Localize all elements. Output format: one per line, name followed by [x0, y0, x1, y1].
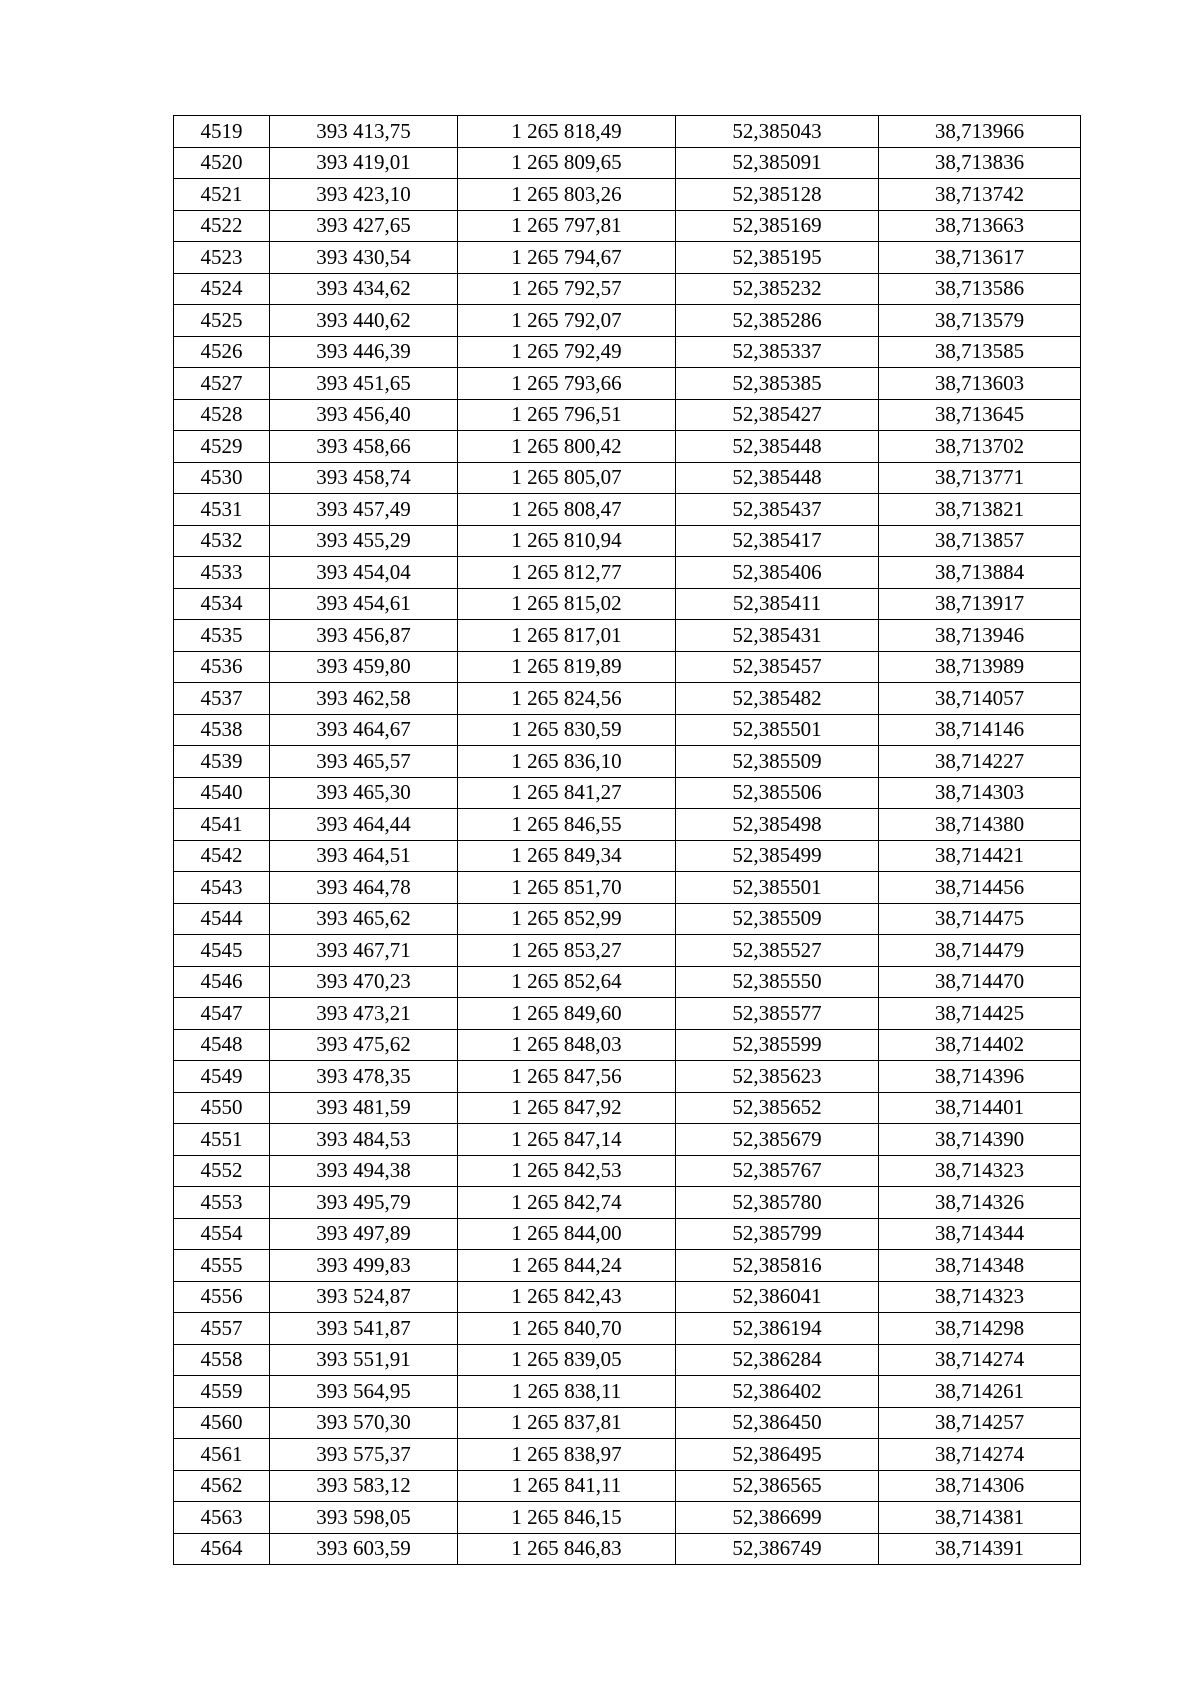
longitude-cell: 38,713663 [879, 210, 1081, 242]
x-coordinate-cell: 393 494,38 [270, 1155, 458, 1187]
longitude-cell: 38,713946 [879, 620, 1081, 652]
table-row [174, 1439, 1081, 1471]
latitude-cell: 52,385498 [676, 809, 879, 841]
table-row [174, 336, 1081, 368]
table-row [174, 777, 1081, 809]
latitude-cell: 52,385417 [676, 525, 879, 557]
latitude-cell: 52,385599 [676, 1029, 879, 1061]
y-coordinate-cell: 1 265 839,05 [458, 1344, 676, 1376]
latitude-cell: 52,385406 [676, 557, 879, 589]
x-coordinate-cell: 393 583,12 [270, 1470, 458, 1502]
point-number-cell: 4532 [174, 525, 270, 557]
y-coordinate-cell: 1 265 841,11 [458, 1470, 676, 1502]
y-coordinate-cell: 1 265 841,27 [458, 777, 676, 809]
longitude-cell: 38,713585 [879, 336, 1081, 368]
x-coordinate-cell: 393 458,74 [270, 462, 458, 494]
x-coordinate-cell: 393 598,05 [270, 1502, 458, 1534]
latitude-cell: 52,385816 [676, 1250, 879, 1282]
point-number-cell: 4564 [174, 1533, 270, 1565]
point-number-cell: 4558 [174, 1344, 270, 1376]
table-row [174, 1533, 1081, 1565]
y-coordinate-cell: 1 265 792,49 [458, 336, 676, 368]
latitude-cell: 52,385385 [676, 368, 879, 400]
coordinates-table [173, 115, 1081, 1565]
table-row [174, 840, 1081, 872]
y-coordinate-cell: 1 265 812,77 [458, 557, 676, 589]
y-coordinate-cell: 1 265 815,02 [458, 588, 676, 620]
latitude-cell: 52,385799 [676, 1218, 879, 1250]
x-coordinate-cell: 393 464,78 [270, 872, 458, 904]
table-row [174, 1376, 1081, 1408]
y-coordinate-cell: 1 265 818,49 [458, 116, 676, 148]
longitude-cell: 38,713857 [879, 525, 1081, 557]
y-coordinate-cell: 1 265 848,03 [458, 1029, 676, 1061]
latitude-cell: 52,385577 [676, 998, 879, 1030]
latitude-cell: 52,385286 [676, 305, 879, 337]
x-coordinate-cell: 393 451,65 [270, 368, 458, 400]
point-number-cell: 4530 [174, 462, 270, 494]
longitude-cell: 38,713771 [879, 462, 1081, 494]
x-coordinate-cell: 393 575,37 [270, 1439, 458, 1471]
x-coordinate-cell: 393 462,58 [270, 683, 458, 715]
longitude-cell: 38,714456 [879, 872, 1081, 904]
longitude-cell: 38,714344 [879, 1218, 1081, 1250]
table-row [174, 588, 1081, 620]
point-number-cell: 4548 [174, 1029, 270, 1061]
point-number-cell: 4545 [174, 935, 270, 967]
table-row [174, 1029, 1081, 1061]
point-number-cell: 4546 [174, 966, 270, 998]
y-coordinate-cell: 1 265 805,07 [458, 462, 676, 494]
latitude-cell: 52,385501 [676, 872, 879, 904]
point-number-cell: 4550 [174, 1092, 270, 1124]
latitude-cell: 52,386041 [676, 1281, 879, 1313]
point-number-cell: 4519 [174, 116, 270, 148]
latitude-cell: 52,385623 [676, 1061, 879, 1093]
latitude-cell: 52,385652 [676, 1092, 879, 1124]
longitude-cell: 38,713579 [879, 305, 1081, 337]
x-coordinate-cell: 393 464,44 [270, 809, 458, 841]
latitude-cell: 52,386194 [676, 1313, 879, 1345]
point-number-cell: 4525 [174, 305, 270, 337]
point-number-cell: 4522 [174, 210, 270, 242]
y-coordinate-cell: 1 265 847,56 [458, 1061, 676, 1093]
latitude-cell: 52,385509 [676, 903, 879, 935]
table-row [174, 399, 1081, 431]
latitude-cell: 52,385780 [676, 1187, 879, 1219]
table-row [174, 1187, 1081, 1219]
latitude-cell: 52,385437 [676, 494, 879, 526]
y-coordinate-cell: 1 265 842,53 [458, 1155, 676, 1187]
point-number-cell: 4531 [174, 494, 270, 526]
table-row [174, 368, 1081, 400]
x-coordinate-cell: 393 465,30 [270, 777, 458, 809]
y-coordinate-cell: 1 265 846,83 [458, 1533, 676, 1565]
x-coordinate-cell: 393 473,21 [270, 998, 458, 1030]
point-number-cell: 4536 [174, 651, 270, 683]
latitude-cell: 52,386565 [676, 1470, 879, 1502]
point-number-cell: 4551 [174, 1124, 270, 1156]
x-coordinate-cell: 393 458,66 [270, 431, 458, 463]
latitude-cell: 52,386402 [676, 1376, 879, 1408]
x-coordinate-cell: 393 465,62 [270, 903, 458, 935]
y-coordinate-cell: 1 265 842,43 [458, 1281, 676, 1313]
point-number-cell: 4555 [174, 1250, 270, 1282]
table-row [174, 620, 1081, 652]
latitude-cell: 52,385550 [676, 966, 879, 998]
longitude-cell: 38,714381 [879, 1502, 1081, 1534]
latitude-cell: 52,386699 [676, 1502, 879, 1534]
point-number-cell: 4524 [174, 273, 270, 305]
x-coordinate-cell: 393 478,35 [270, 1061, 458, 1093]
table-row [174, 1313, 1081, 1345]
x-coordinate-cell: 393 481,59 [270, 1092, 458, 1124]
point-number-cell: 4537 [174, 683, 270, 715]
point-number-cell: 4559 [174, 1376, 270, 1408]
y-coordinate-cell: 1 265 846,55 [458, 809, 676, 841]
y-coordinate-cell: 1 265 851,70 [458, 872, 676, 904]
y-coordinate-cell: 1 265 844,24 [458, 1250, 676, 1282]
x-coordinate-cell: 393 541,87 [270, 1313, 458, 1345]
table-row [174, 1218, 1081, 1250]
x-coordinate-cell: 393 465,57 [270, 746, 458, 778]
point-number-cell: 4557 [174, 1313, 270, 1345]
point-number-cell: 4538 [174, 714, 270, 746]
point-number-cell: 4560 [174, 1407, 270, 1439]
longitude-cell: 38,713917 [879, 588, 1081, 620]
point-number-cell: 4542 [174, 840, 270, 872]
longitude-cell: 38,714257 [879, 1407, 1081, 1439]
point-number-cell: 4544 [174, 903, 270, 935]
longitude-cell: 38,714391 [879, 1533, 1081, 1565]
table-row [174, 179, 1081, 211]
longitude-cell: 38,713603 [879, 368, 1081, 400]
x-coordinate-cell: 393 551,91 [270, 1344, 458, 1376]
x-coordinate-cell: 393 440,62 [270, 305, 458, 337]
table-row [174, 683, 1081, 715]
longitude-cell: 38,714274 [879, 1439, 1081, 1471]
latitude-cell: 52,385482 [676, 683, 879, 715]
point-number-cell: 4520 [174, 147, 270, 179]
table-row [174, 1470, 1081, 1502]
table-row [174, 1092, 1081, 1124]
point-number-cell: 4535 [174, 620, 270, 652]
longitude-cell: 38,713645 [879, 399, 1081, 431]
latitude-cell: 52,385501 [676, 714, 879, 746]
point-number-cell: 4547 [174, 998, 270, 1030]
x-coordinate-cell: 393 454,61 [270, 588, 458, 620]
longitude-cell: 38,714425 [879, 998, 1081, 1030]
y-coordinate-cell: 1 265 796,51 [458, 399, 676, 431]
y-coordinate-cell: 1 265 852,64 [458, 966, 676, 998]
longitude-cell: 38,713836 [879, 147, 1081, 179]
latitude-cell: 52,385128 [676, 179, 879, 211]
x-coordinate-cell: 393 454,04 [270, 557, 458, 589]
table-row [174, 1344, 1081, 1376]
longitude-cell: 38,713742 [879, 179, 1081, 211]
table-row [174, 935, 1081, 967]
table-row [174, 557, 1081, 589]
x-coordinate-cell: 393 446,39 [270, 336, 458, 368]
table-row [174, 116, 1081, 148]
y-coordinate-cell: 1 265 840,70 [458, 1313, 676, 1345]
coordinates-table-body [174, 116, 1081, 1565]
point-number-cell: 4552 [174, 1155, 270, 1187]
x-coordinate-cell: 393 464,67 [270, 714, 458, 746]
table-row [174, 903, 1081, 935]
latitude-cell: 52,385448 [676, 462, 879, 494]
latitude-cell: 52,386749 [676, 1533, 879, 1565]
table-row [174, 1155, 1081, 1187]
table-row [174, 1250, 1081, 1282]
y-coordinate-cell: 1 265 803,26 [458, 179, 676, 211]
point-number-cell: 4521 [174, 179, 270, 211]
table-row [174, 872, 1081, 904]
point-number-cell: 4539 [174, 746, 270, 778]
point-number-cell: 4543 [174, 872, 270, 904]
longitude-cell: 38,714396 [879, 1061, 1081, 1093]
latitude-cell: 52,385679 [676, 1124, 879, 1156]
latitude-cell: 52,385527 [676, 935, 879, 967]
point-number-cell: 4561 [174, 1439, 270, 1471]
point-number-cell: 4528 [174, 399, 270, 431]
y-coordinate-cell: 1 265 836,10 [458, 746, 676, 778]
y-coordinate-cell: 1 265 849,34 [458, 840, 676, 872]
table-row [174, 210, 1081, 242]
latitude-cell: 52,386450 [676, 1407, 879, 1439]
longitude-cell: 38,714274 [879, 1344, 1081, 1376]
latitude-cell: 52,385043 [676, 116, 879, 148]
point-number-cell: 4526 [174, 336, 270, 368]
y-coordinate-cell: 1 265 847,92 [458, 1092, 676, 1124]
y-coordinate-cell: 1 265 797,81 [458, 210, 676, 242]
longitude-cell: 38,713586 [879, 273, 1081, 305]
longitude-cell: 38,713821 [879, 494, 1081, 526]
y-coordinate-cell: 1 265 819,89 [458, 651, 676, 683]
table-row [174, 1124, 1081, 1156]
y-coordinate-cell: 1 265 844,00 [458, 1218, 676, 1250]
x-coordinate-cell: 393 459,80 [270, 651, 458, 683]
longitude-cell: 38,714057 [879, 683, 1081, 715]
y-coordinate-cell: 1 265 809,65 [458, 147, 676, 179]
longitude-cell: 38,713617 [879, 242, 1081, 274]
longitude-cell: 38,714421 [879, 840, 1081, 872]
point-number-cell: 4527 [174, 368, 270, 400]
x-coordinate-cell: 393 495,79 [270, 1187, 458, 1219]
latitude-cell: 52,385232 [676, 273, 879, 305]
x-coordinate-cell: 393 434,62 [270, 273, 458, 305]
longitude-cell: 38,714380 [879, 809, 1081, 841]
x-coordinate-cell: 393 456,87 [270, 620, 458, 652]
y-coordinate-cell: 1 265 837,81 [458, 1407, 676, 1439]
longitude-cell: 38,714326 [879, 1187, 1081, 1219]
table-row [174, 714, 1081, 746]
x-coordinate-cell: 393 499,83 [270, 1250, 458, 1282]
y-coordinate-cell: 1 265 792,57 [458, 273, 676, 305]
y-coordinate-cell: 1 265 849,60 [458, 998, 676, 1030]
point-number-cell: 4554 [174, 1218, 270, 1250]
y-coordinate-cell: 1 265 817,01 [458, 620, 676, 652]
latitude-cell: 52,385767 [676, 1155, 879, 1187]
x-coordinate-cell: 393 455,29 [270, 525, 458, 557]
longitude-cell: 38,714401 [879, 1092, 1081, 1124]
table-row [174, 746, 1081, 778]
table-row [174, 525, 1081, 557]
x-coordinate-cell: 393 524,87 [270, 1281, 458, 1313]
latitude-cell: 52,385431 [676, 620, 879, 652]
y-coordinate-cell: 1 265 824,56 [458, 683, 676, 715]
y-coordinate-cell: 1 265 853,27 [458, 935, 676, 967]
longitude-cell: 38,713966 [879, 116, 1081, 148]
table-row [174, 1061, 1081, 1093]
latitude-cell: 52,385195 [676, 242, 879, 274]
point-number-cell: 4533 [174, 557, 270, 589]
point-number-cell: 4541 [174, 809, 270, 841]
point-number-cell: 4562 [174, 1470, 270, 1502]
x-coordinate-cell: 393 419,01 [270, 147, 458, 179]
longitude-cell: 38,714479 [879, 935, 1081, 967]
latitude-cell: 52,385448 [676, 431, 879, 463]
longitude-cell: 38,714323 [879, 1155, 1081, 1187]
latitude-cell: 52,385091 [676, 147, 879, 179]
longitude-cell: 38,714475 [879, 903, 1081, 935]
y-coordinate-cell: 1 265 838,97 [458, 1439, 676, 1471]
latitude-cell: 52,386495 [676, 1439, 879, 1471]
y-coordinate-cell: 1 265 808,47 [458, 494, 676, 526]
point-number-cell: 4556 [174, 1281, 270, 1313]
point-number-cell: 4523 [174, 242, 270, 274]
x-coordinate-cell: 393 430,54 [270, 242, 458, 274]
y-coordinate-cell: 1 265 838,11 [458, 1376, 676, 1408]
point-number-cell: 4534 [174, 588, 270, 620]
x-coordinate-cell: 393 457,49 [270, 494, 458, 526]
table-row [174, 1502, 1081, 1534]
y-coordinate-cell: 1 265 830,59 [458, 714, 676, 746]
table-row [174, 462, 1081, 494]
y-coordinate-cell: 1 265 810,94 [458, 525, 676, 557]
table-row [174, 273, 1081, 305]
longitude-cell: 38,714390 [879, 1124, 1081, 1156]
x-coordinate-cell: 393 497,89 [270, 1218, 458, 1250]
latitude-cell: 52,386284 [676, 1344, 879, 1376]
point-number-cell: 4563 [174, 1502, 270, 1534]
y-coordinate-cell: 1 265 852,99 [458, 903, 676, 935]
x-coordinate-cell: 393 467,71 [270, 935, 458, 967]
x-coordinate-cell: 393 464,51 [270, 840, 458, 872]
longitude-cell: 38,713989 [879, 651, 1081, 683]
latitude-cell: 52,385411 [676, 588, 879, 620]
point-number-cell: 4553 [174, 1187, 270, 1219]
longitude-cell: 38,714298 [879, 1313, 1081, 1345]
point-number-cell: 4540 [174, 777, 270, 809]
table-row [174, 809, 1081, 841]
y-coordinate-cell: 1 265 800,42 [458, 431, 676, 463]
latitude-cell: 52,385457 [676, 651, 879, 683]
x-coordinate-cell: 393 413,75 [270, 116, 458, 148]
x-coordinate-cell: 393 570,30 [270, 1407, 458, 1439]
latitude-cell: 52,385169 [676, 210, 879, 242]
longitude-cell: 38,714227 [879, 746, 1081, 778]
table-row [174, 998, 1081, 1030]
longitude-cell: 38,714261 [879, 1376, 1081, 1408]
table-row [174, 651, 1081, 683]
x-coordinate-cell: 393 470,23 [270, 966, 458, 998]
longitude-cell: 38,714470 [879, 966, 1081, 998]
y-coordinate-cell: 1 265 792,07 [458, 305, 676, 337]
longitude-cell: 38,714348 [879, 1250, 1081, 1282]
point-number-cell: 4529 [174, 431, 270, 463]
table-row [174, 1407, 1081, 1439]
y-coordinate-cell: 1 265 847,14 [458, 1124, 676, 1156]
x-coordinate-cell: 393 603,59 [270, 1533, 458, 1565]
latitude-cell: 52,385499 [676, 840, 879, 872]
y-coordinate-cell: 1 265 793,66 [458, 368, 676, 400]
table-row [174, 494, 1081, 526]
latitude-cell: 52,385427 [676, 399, 879, 431]
y-coordinate-cell: 1 265 842,74 [458, 1187, 676, 1219]
point-number-cell: 4549 [174, 1061, 270, 1093]
table-row [174, 305, 1081, 337]
longitude-cell: 38,714146 [879, 714, 1081, 746]
latitude-cell: 52,385337 [676, 336, 879, 368]
table-row [174, 1281, 1081, 1313]
table-row [174, 966, 1081, 998]
longitude-cell: 38,713702 [879, 431, 1081, 463]
x-coordinate-cell: 393 564,95 [270, 1376, 458, 1408]
longitude-cell: 38,714323 [879, 1281, 1081, 1313]
table-row [174, 147, 1081, 179]
x-coordinate-cell: 393 456,40 [270, 399, 458, 431]
longitude-cell: 38,714402 [879, 1029, 1081, 1061]
x-coordinate-cell: 393 475,62 [270, 1029, 458, 1061]
latitude-cell: 52,385506 [676, 777, 879, 809]
longitude-cell: 38,714306 [879, 1470, 1081, 1502]
table-row [174, 431, 1081, 463]
y-coordinate-cell: 1 265 846,15 [458, 1502, 676, 1534]
longitude-cell: 38,714303 [879, 777, 1081, 809]
x-coordinate-cell: 393 484,53 [270, 1124, 458, 1156]
longitude-cell: 38,713884 [879, 557, 1081, 589]
latitude-cell: 52,385509 [676, 746, 879, 778]
x-coordinate-cell: 393 427,65 [270, 210, 458, 242]
y-coordinate-cell: 1 265 794,67 [458, 242, 676, 274]
table-row [174, 242, 1081, 274]
x-coordinate-cell: 393 423,10 [270, 179, 458, 211]
